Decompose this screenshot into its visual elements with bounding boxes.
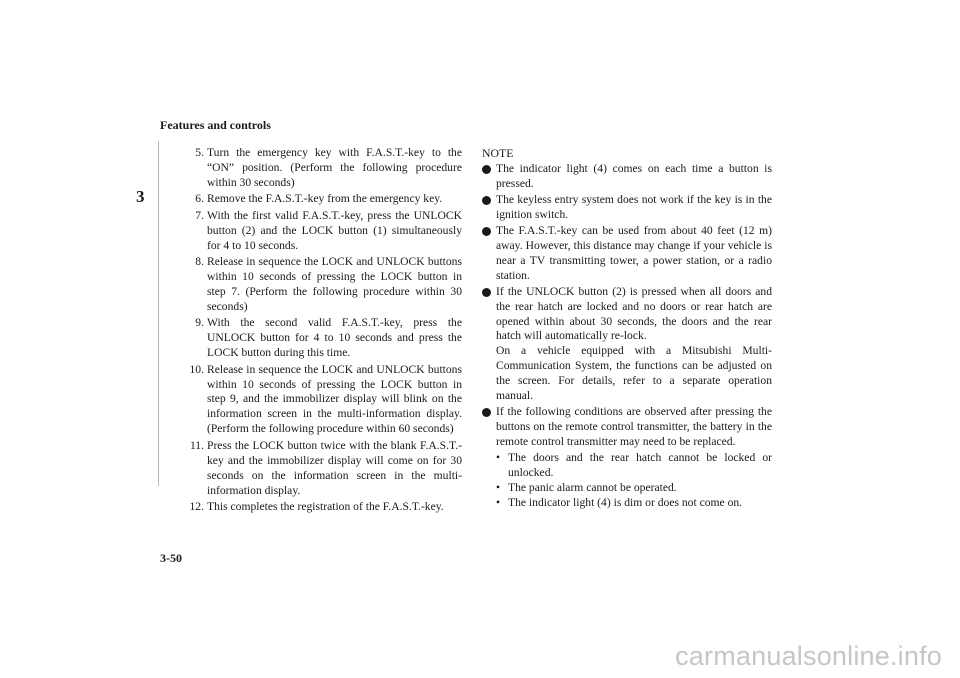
step-text: Turn the emergency key with F.A.S.T.-key to the “ON” position. (Perform the following procedure within 30 seconds) <box>207 146 462 189</box>
note-title: NOTE <box>482 146 514 160</box>
note-bullet <box>482 285 772 404</box>
bullet-dot-icon <box>482 288 491 297</box>
note-bullet-text: The F.A.S.T.-key can be used from about 40 feet (12 m) away. However, this distance may change if your vehicle is near a TV transmitting tower, a power station, or a radio station. <box>496 223 772 282</box>
step-item <box>174 255 462 315</box>
note-sub-item-text: The doors and the rear hatch cannot be locked or unlocked. <box>508 451 772 479</box>
bullet-dot-icon <box>482 165 491 174</box>
step-item <box>174 146 462 191</box>
step-item <box>174 316 462 361</box>
registration-steps <box>174 146 462 517</box>
bullet-dot-icon <box>482 196 491 205</box>
note-bullet-extra-text: On a vehicle equipped with a Mitsubishi Multi-Communication System, the functions can be adjusted on the screen. For details, refer to a separate operation manual. <box>496 344 772 403</box>
step-item <box>174 363 462 438</box>
chapter-number: 3 <box>136 187 145 206</box>
step-text: With the second valid F.A.S.T.-key, press the UNLOCK button for 4 to 10 seconds and press the LOCK button during this time. <box>207 316 462 360</box>
page-number: 3-50 <box>160 551 182 565</box>
note-bullet <box>482 224 772 284</box>
step-text: With the first valid F.A.S.T.-key, press the UNLOCK button (2) and the LOCK button (1) simultaneously for 4 to 10 seconds. <box>207 208 462 252</box>
step-number: 10. <box>189 362 204 376</box>
step-item <box>174 209 462 254</box>
step-text: Press the LOCK button twice with the blank F.A.S.T.-key and the immobilizer display will come on for 30 seconds on the information screen in the multi-information display. <box>207 438 462 497</box>
bullet-dot-icon <box>482 408 491 417</box>
note-bullet <box>482 162 772 192</box>
note-bullet-text: The keyless entry system does not work if the key is in the ignition switch. <box>496 192 772 221</box>
sub-bullet-mark: • <box>496 451 501 465</box>
note-bullet <box>482 193 772 223</box>
step-item <box>174 500 462 515</box>
step-item <box>174 439 462 499</box>
page-header-title: Features and controls <box>160 118 271 132</box>
step-number: 6. <box>195 192 204 206</box>
note-sub-item <box>482 496 772 511</box>
note-sub-item <box>482 481 772 496</box>
step-text: Release in sequence the LOCK and UNLOCK buttons within 10 seconds of pressing the LOCK button in step 7. (Perform the following procedure within 30 seconds) <box>207 255 462 313</box>
note-bullet-text: If the UNLOCK button (2) is pressed when all doors and the rear hatch are locked and no doors or rear hatch are opened within about 30 seconds, the doors and the rear hatch will automatically re-lock. <box>496 284 772 343</box>
note-sub-item-text: The indicator light (4) is dim or does not come on. <box>508 495 743 509</box>
step-number: 7. <box>195 208 204 222</box>
sub-bullet-mark: • <box>496 495 501 509</box>
note-section <box>482 146 772 511</box>
note-bullet <box>482 405 772 450</box>
note-sub-item <box>482 451 772 481</box>
bullet-dot-icon <box>482 227 491 236</box>
note-bullet-text: If the following conditions are observed after pressing the buttons on the remote control transmitter, the battery in the remote control transmitter may need to be replaced. <box>496 405 772 448</box>
step-number: 9. <box>195 316 204 330</box>
sub-bullet-mark: • <box>496 480 501 494</box>
note-sub-item-text: The panic alarm cannot be operated. <box>508 480 677 494</box>
step-number: 11. <box>189 438 204 452</box>
step-number: 12. <box>189 500 204 513</box>
step-text: Release in sequence the LOCK and UNLOCK buttons within 10 seconds of pressing the LOCK button in step 9, and the immobilizer display will blink on the information screen in the multi-information display. (Perform the following procedure within 60 seconds) <box>207 362 462 436</box>
step-item <box>174 192 462 207</box>
note-bullet-text: The indicator light (4) comes on each time a button is pressed. <box>496 161 772 190</box>
step-text: Remove the F.A.S.T.-key from the emergency key. <box>207 192 443 206</box>
watermark-logo: carmanualsonline.info <box>675 641 942 671</box>
step-text: This completes the registration of the F.A.S.T.-key. <box>207 500 444 513</box>
step-number: 5. <box>195 146 204 159</box>
step-number: 8. <box>195 255 204 269</box>
